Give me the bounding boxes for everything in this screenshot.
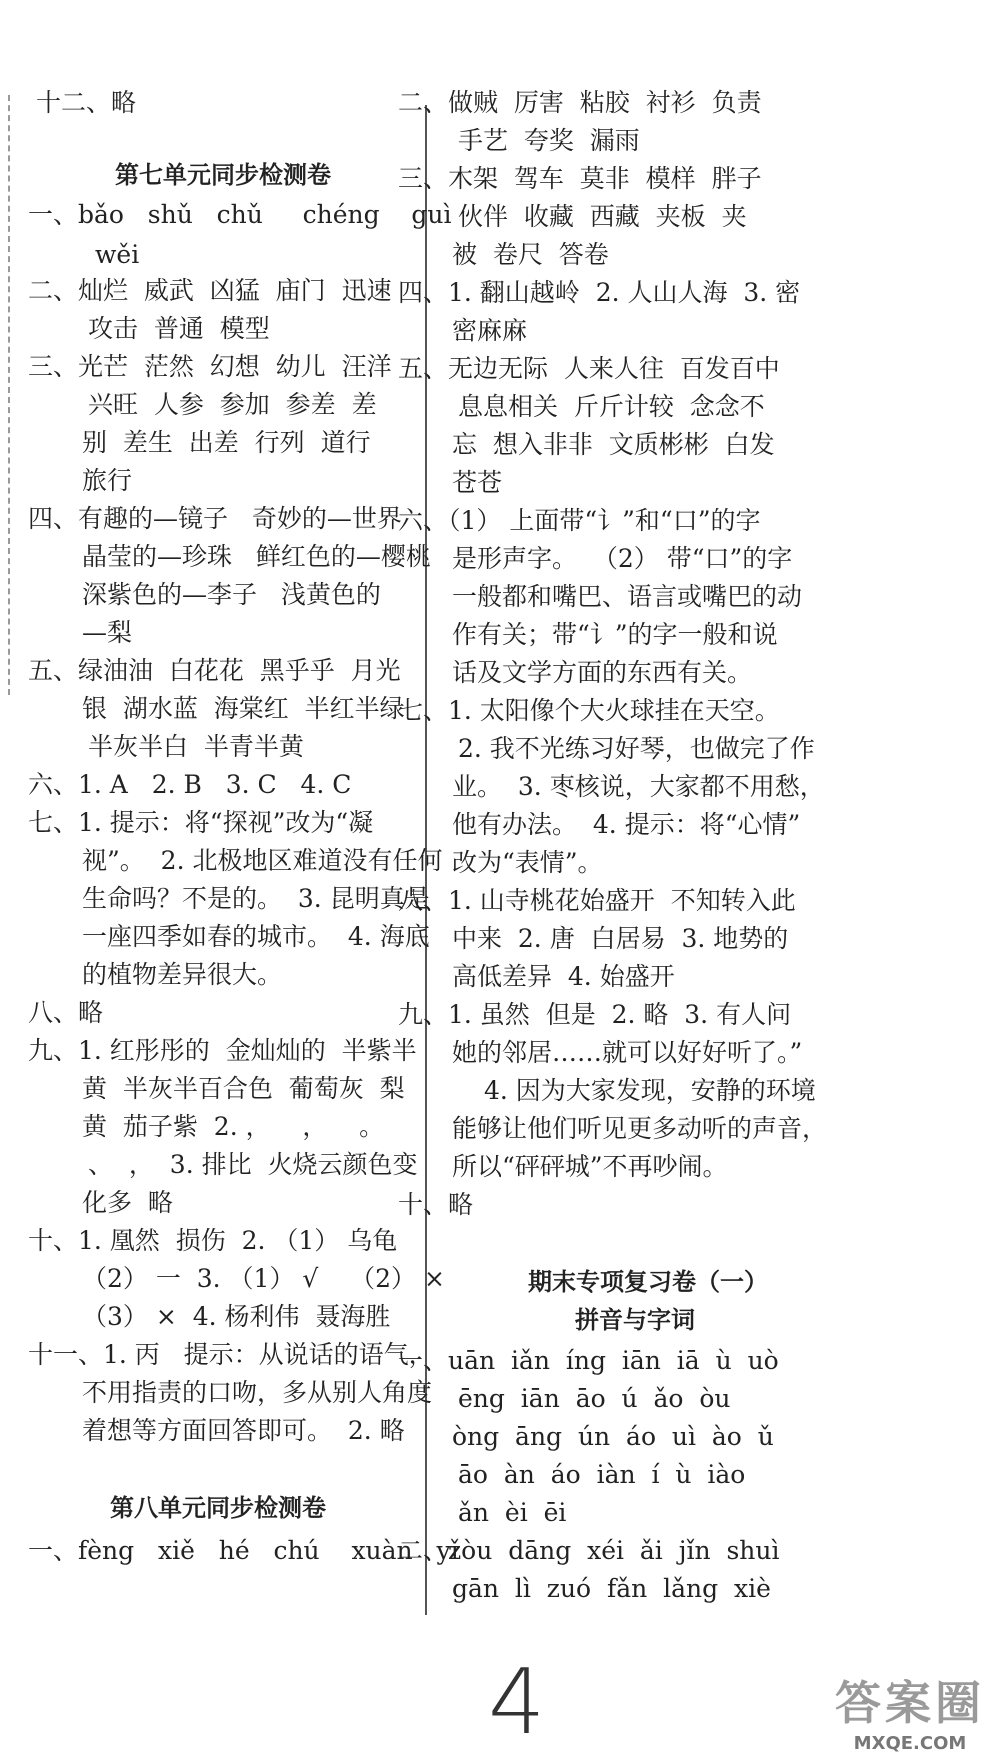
- answer-line: 十、略: [398, 1190, 474, 1219]
- answer-line: 2. 我不光练习好琴，也做完了作: [458, 734, 815, 763]
- watermark-logo: 答案圈: [835, 1676, 985, 1730]
- answer-line: 4. 因为大家发现，安静的环境: [484, 1076, 816, 1105]
- answer-line: 化多 略: [82, 1188, 173, 1217]
- answer-line: 攻击 普通 模型: [88, 314, 270, 343]
- answer-line: 是形声字。 （2） 带“口”的字: [452, 544, 793, 573]
- answer-line: 他有办法。 4. 提示：将“心情”: [452, 810, 801, 839]
- answer-line: 二、做贼 厉害 粘胶 衬衫 负责: [398, 88, 762, 117]
- answer-line: 二、灿烂 威武 凶猛 庙门 迅速: [28, 276, 392, 305]
- answer-line: 晶莹的—珍珠 鲜红色的—樱桃: [82, 542, 431, 571]
- answer-line: （2） 一 3. （1） √ （2） ×: [82, 1264, 445, 1293]
- answer-line: òng āng ún áo uì ào ǔ: [452, 1422, 774, 1451]
- answer-line: 一、bǎo shǔ chǔ chéng guì: [28, 200, 452, 229]
- answer-line: 一般都和嘴巴、语言或嘴巴的动: [452, 582, 803, 611]
- answer-line: 她的邻居……就可以好好听了。”: [452, 1038, 803, 1067]
- answer-line: wěi: [95, 240, 140, 269]
- answer-line: 五、无边无际 人来人往 百发百中: [398, 354, 780, 383]
- answer-line: 四、1. 翻山越岭 2. 人山人海 3. 密: [398, 278, 801, 307]
- answer-line: 八、略: [28, 998, 104, 1027]
- answer-line: 六、（1） 上面带“讠”和“口”的字: [398, 506, 761, 535]
- answer-line: 视”。 2. 北极地区难道没有任何: [82, 846, 443, 875]
- answer-line: 七、1. 提示：将“探视”改为“凝: [28, 808, 374, 837]
- answer-line: 中来 2. 唐 白居易 3. 地势的: [452, 924, 789, 953]
- answer-line: 作有关；带“讠”的字一般和说: [452, 620, 778, 649]
- answer-line: 深紫色的—李子 浅黄色的: [82, 580, 381, 609]
- answer-line: 九、1. 红彤彤的 金灿灿的 半紫半: [28, 1036, 417, 1065]
- answer-line: 八、1. 山寺桃花始盛开 不知转入此: [398, 886, 796, 915]
- answer-line: 一座四季如春的城市。 4. 海底: [82, 922, 430, 951]
- answer-line: 十、1. 凰然 损伤 2. （1） 乌龟: [28, 1226, 398, 1255]
- answer-line: 着想等方面回答即可。 2. 略: [82, 1416, 405, 1445]
- answer-line: 四、有趣的—镜子 奇妙的—世界: [28, 504, 402, 533]
- answer-line: （3） × 4. 杨利伟 聂海胜: [82, 1302, 391, 1331]
- handwritten-page-number: 4: [488, 1650, 546, 1755]
- answer-line: —梨: [82, 618, 133, 647]
- answer-line: gān lì zuó fǎn lǎng xiè: [452, 1574, 771, 1603]
- answer-line: 高低差异 4. 始盛开: [452, 962, 675, 991]
- answer-line: 旅行: [82, 466, 133, 495]
- answer-line: 十二、略: [36, 88, 137, 117]
- section-heading: 第七单元同步检测卷: [115, 161, 331, 189]
- answer-line: 密麻麻: [452, 316, 528, 345]
- answer-line: 别 差生 出差 行列 道行: [82, 428, 371, 457]
- watermark: [835, 1667, 985, 1754]
- answer-line: ēng iān āo ú ǎo òu: [458, 1384, 731, 1413]
- answer-line: 二、zòu dāng xéi ǎi jǐn shuì: [398, 1536, 780, 1565]
- left-margin-dashed-line: [8, 95, 10, 695]
- answer-line: 五、绿油油 白花花 黑乎乎 月光: [28, 656, 401, 685]
- answer-line: 苍苍: [452, 468, 503, 497]
- answer-line: 银 湖水蓝 海棠红 半红半绿: [82, 694, 405, 723]
- watermark-url: MXQE.COM: [853, 1733, 967, 1754]
- section-heading: 拼音与字词: [575, 1306, 695, 1334]
- answer-line: 七、1. 太阳像个大火球挂在天空。: [398, 696, 780, 725]
- answer-line: 十一、1. 丙 提示：从说话的语气，: [28, 1340, 434, 1369]
- answer-line: 的植物差异很大。: [82, 960, 283, 989]
- answer-line: 三、木架 驾车 莫非 模样 胖子: [398, 164, 762, 193]
- answer-line: 黄 半灰半百合色 葡萄灰 梨: [82, 1074, 405, 1103]
- answer-line: ǎn èi ēi: [458, 1498, 567, 1527]
- answer-line: 手艺 夸奖 漏雨: [458, 126, 640, 155]
- answer-line: 一、uān iǎn íng iān iā ù uò: [398, 1346, 779, 1375]
- answer-line: 三、光芒 茫然 幻想 幼儿 汪洋: [28, 352, 392, 381]
- answer-line: 所以“砰砰城”不再吵闹。: [452, 1152, 728, 1181]
- section-heading: 期末专项复习卷（一）: [528, 1268, 768, 1296]
- answer-line: 忘 想入非非 文质彬彬 白发: [452, 430, 775, 459]
- answer-line: 能够让他们听见更多动听的声音，: [452, 1114, 828, 1143]
- answer-line: 业。 3. 枣核说，大家都不用愁，: [452, 772, 825, 801]
- answer-line: 九、1. 虽然 但是 2. 略 3. 有人问: [398, 1000, 792, 1029]
- answer-line: 改为“表情”。: [452, 848, 603, 877]
- answer-line: 半灰半白 半青半黄: [88, 732, 304, 761]
- answer-line: 、 ， 3. 排比 火烧云颜色变: [88, 1150, 418, 1179]
- answer-line: āo àn áo iàn í ù iào: [458, 1460, 746, 1489]
- answer-line: 不用指责的口吻，多从别人角度: [82, 1378, 433, 1407]
- answer-line: 伙伴 收藏 西藏 夹板 夹: [458, 202, 747, 231]
- answer-line: 一、fèng xiě hé chú xuàn yǐ: [28, 1536, 459, 1565]
- answer-line: 黄 茄子紫 2. ， ， 。: [82, 1112, 385, 1141]
- answer-line: 息息相关 斤斤计较 念念不: [458, 392, 765, 421]
- answer-line: 兴旺 人参 参加 参差 差: [88, 390, 377, 419]
- section-heading: 第八单元同步检测卷: [110, 1494, 326, 1522]
- answer-line: 六、1. A 2. B 3. C 4. C: [28, 770, 352, 799]
- answer-line: 话及文学方面的东西有关。: [452, 658, 753, 687]
- answer-line: 被 卷尺 答卷: [452, 240, 609, 269]
- answer-line: 生命吗？不是的。 3. 昆明真是: [82, 884, 430, 913]
